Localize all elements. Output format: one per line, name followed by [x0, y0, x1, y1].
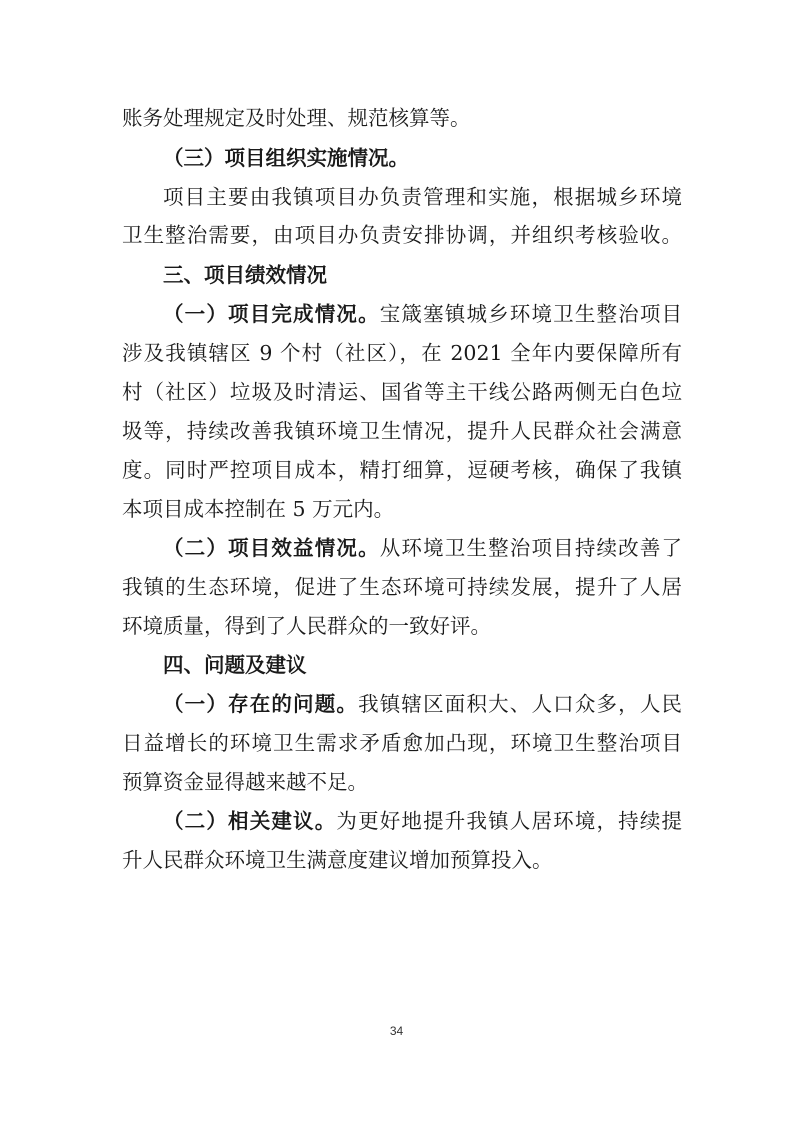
- line-text: 宝箴塞镇城乡环境卫生整治项目: [379, 302, 682, 326]
- line-text: 涉及我镇辖区 9 个村（社区），在 2021 全年内要保障所有: [122, 341, 682, 365]
- subsection-lead: （二）相关建议。: [163, 809, 337, 833]
- subsection-lead: （三）项目组织实施情况。: [163, 146, 409, 170]
- line-text: 村（社区）垃圾及时清运、国省等主干线公路两侧无白色垃: [122, 380, 682, 404]
- section-heading: [163, 646, 682, 684]
- page-number: 34: [389, 1024, 404, 1038]
- paragraph-line: [163, 178, 682, 216]
- line-text: 日益增长的环境卫生需求矛盾愈加凸现，环境卫生整治项目: [122, 731, 682, 755]
- line-text: 升人民群众环境卫生满意度建议增加预算投入。: [122, 848, 553, 872]
- paragraph-line: [122, 334, 682, 372]
- paragraph-line: [122, 373, 682, 411]
- line-text: 卫生整治需要，由项目办负责安排协调，并组织考核验收。: [122, 223, 682, 247]
- section-heading: [163, 256, 682, 294]
- paragraph-line: [122, 724, 682, 762]
- paragraph-line: [163, 685, 682, 723]
- paragraph-line: [122, 99, 682, 137]
- paragraph-line: [122, 490, 682, 528]
- line-text: 环境质量，得到了人民群众的一致好评。: [122, 614, 491, 638]
- paragraph-line: [122, 607, 682, 645]
- paragraph-line: [122, 841, 682, 879]
- line-text: 度。同时严控项目成本，精打细算，逗硬考核，确保了我镇: [122, 458, 682, 482]
- paragraph-line: [122, 451, 682, 489]
- subsection-heading: [163, 139, 682, 177]
- subsection-lead: （一）存在的问题。: [163, 692, 359, 716]
- section-title: 四、问题及建议: [163, 653, 307, 677]
- line-text: 为更好地提升我镇人居环境，持续提: [336, 809, 682, 833]
- subsection-lead: （二）项目效益情况。: [163, 536, 380, 560]
- line-text: 圾等，持续改善我镇环境卫生情况，提升人民群众社会满意: [122, 419, 682, 443]
- paragraph-line: [122, 568, 682, 606]
- paragraph-line: [122, 412, 682, 450]
- section-title: 三、项目绩效情况: [163, 263, 327, 287]
- subsection-lead: （一）项目完成情况。: [163, 302, 380, 326]
- line-text: 预算资金显得越来越不足。: [122, 770, 368, 794]
- paragraph-line: [122, 763, 682, 801]
- line-text: 本项目成本控制在 5 万元内。: [122, 497, 395, 521]
- paragraph-line: [122, 216, 682, 254]
- line-text: 我镇辖区面积大、人口众多，人民: [358, 692, 682, 716]
- line-text: 从环境卫生整治项目持续改善了: [379, 536, 682, 560]
- paragraph-line: [163, 802, 682, 840]
- paragraph-line: [163, 529, 682, 567]
- line-text: 项目主要由我镇项目办负责管理和实施，根据城乡环境: [163, 185, 682, 209]
- line-text: 账务处理规定及时处理、规范核算等。: [122, 106, 471, 130]
- line-text: 我镇的生态环境，促进了生态环境可持续发展，提升了人居: [122, 575, 682, 599]
- paragraph-line: [163, 295, 682, 333]
